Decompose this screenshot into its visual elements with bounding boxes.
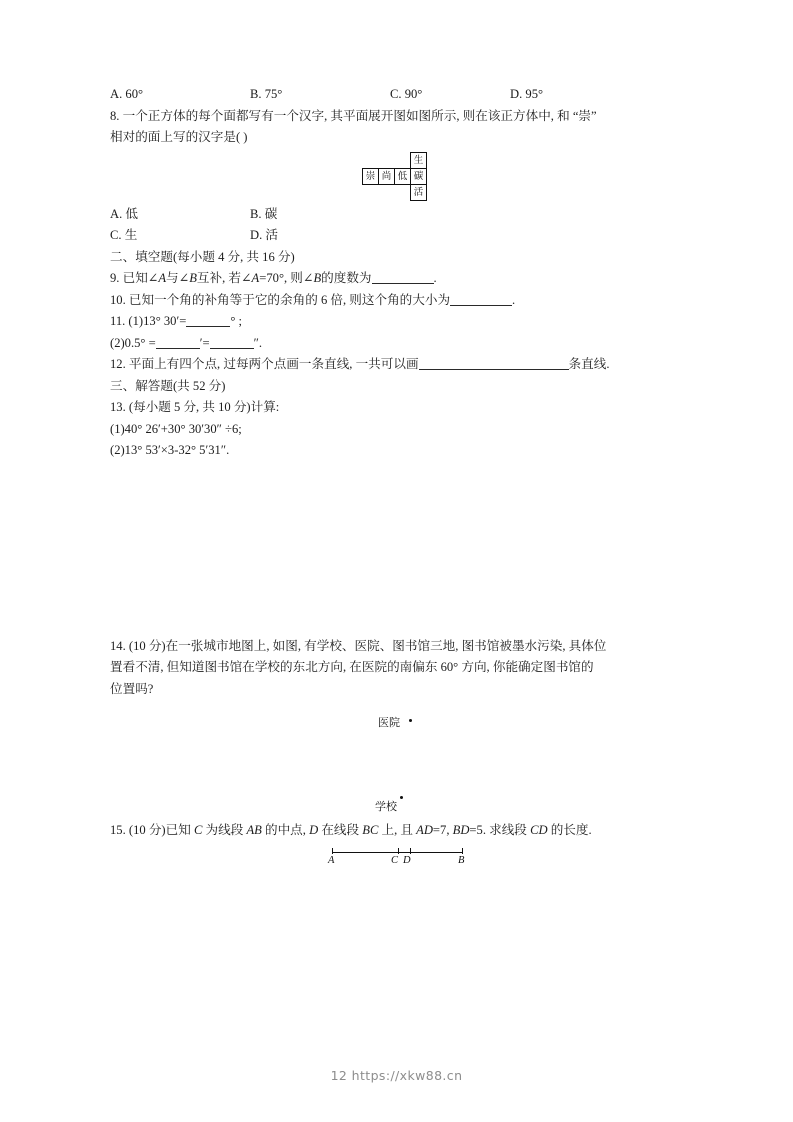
q11-2-mid: ′= (199, 335, 210, 350)
cube-net-diagram (362, 152, 427, 201)
cube-net-cell-huo: 活 (411, 184, 427, 200)
q15-point-d: D (309, 823, 319, 837)
cube-net-cell-sheng: 生 (411, 152, 427, 168)
cube-net-cell-empty (363, 152, 379, 168)
q7-options-row (110, 84, 685, 106)
q15-segment-bc: BC (362, 823, 379, 837)
segment-label-d: D (403, 854, 411, 866)
page-footer: 12 https://xkw88.cn (330, 1068, 463, 1083)
q8-figure (110, 152, 685, 204)
q11-2-blank-1[interactable] (156, 348, 200, 349)
segment-tick-a (332, 848, 333, 854)
q15-point-c: C (193, 823, 203, 837)
q11-2-tail: . (258, 335, 262, 350)
q9-var-b1: B (189, 271, 197, 285)
q8-option-b[interactable]: B. 碳 (250, 206, 278, 221)
q13-item-1: (1)40° 26′+30° 30′30″ ÷6; (110, 421, 242, 436)
cube-net-table (362, 152, 427, 201)
q8-options-row-1 (110, 204, 685, 226)
q9-var-a1: A (158, 271, 167, 285)
q10-tail: . (512, 292, 516, 307)
q8-option-d[interactable]: D. 活 (250, 228, 278, 242)
q11-text-line-1 (110, 311, 685, 333)
q14-stem-line-3: 位置吗? (110, 681, 154, 696)
q9-text (110, 268, 685, 290)
q15-t7: 的长度. (547, 823, 592, 837)
cube-net-row-bottom (363, 184, 427, 200)
cube-net-cell-shang: 尚 (379, 168, 395, 184)
q9-var-b2: B (313, 271, 322, 285)
q8-stem-line-1: 8. 一个正方体的每个面都写有一个汉字, 其平面展开图如图所示, 则在该正方体中, 和 “崇” (110, 108, 597, 123)
cube-net-cell-empty (363, 184, 379, 200)
segment-tick-d (410, 848, 411, 854)
q9-answer-blank[interactable] (372, 283, 434, 284)
q15-t5: =7, (432, 823, 453, 837)
q11-2-blank-2[interactable] (210, 348, 254, 349)
q7-option-b[interactable]: B. 75° (250, 87, 283, 101)
segment-tick-c (398, 848, 399, 854)
cube-net-cell-empty (395, 152, 411, 168)
section-3-heading: 三、解答题(共 52 分) (110, 378, 226, 393)
q13-item-2: (2)13° 53′×3-32° 5′31″. (110, 443, 230, 457)
q15-segment-cd: CD (530, 823, 548, 837)
q9-tail: . (433, 271, 437, 285)
q13-answer-space[interactable] (110, 462, 685, 636)
q11-1-unit: ° (230, 314, 236, 328)
q9-mid2: 互补, 若∠ (196, 271, 252, 285)
q9-pre: 9. 已知∠ (110, 271, 159, 285)
q9-var-a2: A (251, 271, 260, 285)
q14-figure-map (110, 702, 685, 820)
map-label-school: 学校 (375, 800, 397, 813)
q8-option-c[interactable]: C. 生 (110, 228, 138, 242)
cube-net-row-middle (363, 168, 427, 184)
q14-stem-line-2: 置看不清, 但知道图书馆在学校的东北方向, 在医院的南偏东 60° 方向, 你能确定图书馆的 (110, 660, 594, 674)
q12-text (110, 354, 685, 376)
q15-t6: =5. 求线段 (469, 823, 531, 837)
segment-label-c: C (391, 854, 399, 866)
section-2-heading: 二、填空题(每小题 4 分, 共 16 分) (110, 249, 295, 264)
q11-1-pre: 11. (1)13° 30′= (110, 314, 187, 328)
q10-answer-blank[interactable] (450, 305, 512, 306)
q15-t1: 为线段 (202, 823, 247, 837)
map-label-hospital: 医院 (378, 716, 400, 729)
q15-figure-segment (110, 846, 685, 880)
cube-net-cell-empty (395, 184, 411, 200)
segment-label-b: B (458, 854, 465, 866)
cube-net-cell-tan: 碳 (411, 168, 427, 184)
map-dot-school (400, 796, 403, 799)
q15-t3: 在线段 (318, 823, 363, 837)
q9-mid3: =70°, 则∠ (259, 271, 314, 285)
q11-text-line-2 (110, 333, 685, 355)
map-dot-hospital (409, 719, 412, 722)
cube-net-row-top (363, 152, 427, 168)
q15-t4: 上, 且 (378, 823, 417, 837)
q8-options-row-2 (110, 225, 685, 247)
cube-net-cell-di: 低 (395, 168, 411, 184)
q12-pre: 12. 平面上有四个点, 过每两个点画一条直线, 一共可以画 (110, 357, 419, 371)
cube-net-cell-empty (379, 184, 395, 200)
q11-2-pre: (2)0.5° = (110, 335, 156, 350)
q15-stem (110, 820, 685, 842)
q15-segment-ab: AB (246, 823, 262, 837)
cube-net-cell-empty (379, 152, 395, 168)
q12-tail: 条直线. (568, 357, 610, 371)
q11-1-tail: ; (238, 314, 243, 328)
q8-option-a[interactable]: A. 低 (110, 206, 138, 221)
q10-pre: 10. 已知一个角的补角等于它的余角的 6 倍, 则这个角的大小为 (110, 292, 451, 307)
q10-text (110, 290, 685, 312)
q8-stem-line-2: 相对的面上写的汉字是( ) (110, 130, 248, 144)
q7-option-a[interactable]: A. 60° (110, 87, 144, 101)
segment-label-a: A (328, 854, 335, 866)
q11-2-unit: ″ (253, 335, 259, 350)
q9-mid4: 的度数为 (321, 271, 372, 285)
cube-net-cell-chong: 崇 (363, 168, 379, 184)
q15-segment-ad: AD (416, 823, 433, 837)
q14-stem-line-1: 14. (10 分)在一张城市地图上, 如图, 有学校、医院、图书馆三地, 图书馆被墨水污染, 具体位 (110, 638, 607, 653)
q9-mid1: 与∠ (166, 271, 190, 285)
q15-segment-bd: BD (452, 823, 470, 837)
segment-tick-b (462, 848, 463, 854)
page-content (110, 84, 685, 880)
q15-pre: 15. (10 分)已知 (110, 823, 194, 837)
q7-option-d[interactable]: D. 95° (510, 87, 544, 101)
q12-answer-blank[interactable] (419, 369, 569, 370)
q11-1-blank[interactable] (186, 326, 230, 327)
q7-option-c[interactable]: C. 90° (390, 87, 423, 101)
q15-t2: 的中点, (261, 823, 310, 837)
q13-stem: 13. (每小题 5 分, 共 10 分)计算: (110, 400, 280, 414)
